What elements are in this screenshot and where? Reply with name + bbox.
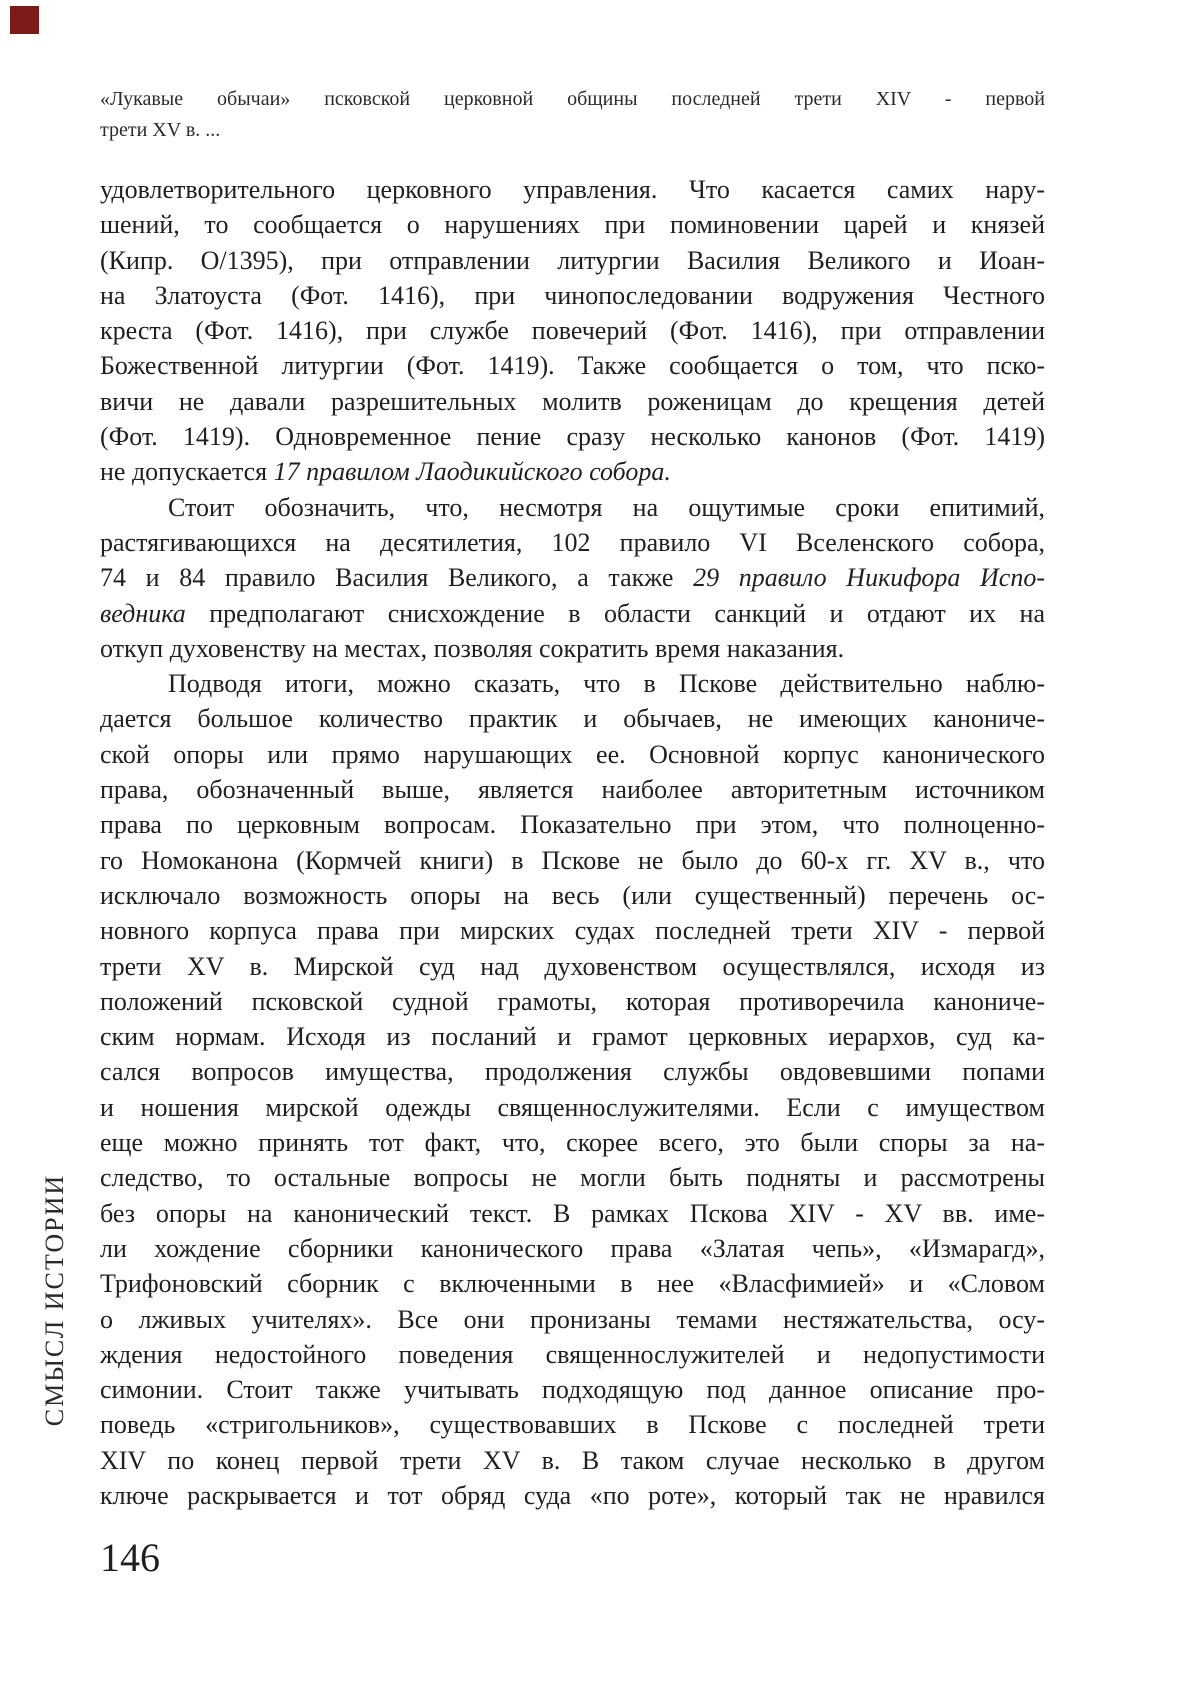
body-text [100, 172, 1045, 1513]
text-line: ключе раскрывается и тот обряд суда «по роте», который так не нравился [100, 1480, 1045, 1510]
text-line: (Кипр. О/1395), при отправлении литургии Василия Великого и Иоан- [100, 245, 1045, 275]
text-line: еще можно принять тот факт, что, скорее всего, это были споры за на- [100, 1128, 1045, 1158]
text-line: Подводя итоги, можно сказать, что в Пскове действительно наблю- [168, 669, 1045, 699]
text-line: Божественной литургии (Фот. 1419). Также сообщается о том, что пско- [100, 351, 1045, 381]
text-line: ским нормам. Исходя из посланий и грамот церковных иерархов, суд ка- [100, 1022, 1045, 1052]
text-line: новного корпуса права при мирских судах последней трети XIV - первой [100, 916, 1045, 946]
text-line [100, 454, 1045, 489]
text-line: откуп духовенству на местах, позволяя сократить время наказания. [100, 633, 845, 663]
text-line: права, обозначенный выше, является наиболее авторитетным источником [100, 775, 1045, 805]
text-line: го Номоканона (Кормчей книги) в Пскове не было до 60-х гг. XV в., что [100, 845, 1045, 875]
text-line: симонии. Стоит также учитывать подходящую под данное описание про- [100, 1375, 1045, 1405]
running-head [100, 84, 1045, 146]
text-line: ждения недостойного поведения священнослужителей и недопустимости [100, 1339, 1045, 1369]
text-line: трети XV в. Мирской суд над духовенством осуществлялся, исходя из [100, 951, 1045, 981]
italic-segment: 17 правилом Лаодикийского собора. [273, 457, 671, 487]
text-line: и ношения мирской одежды священнослужителями. Если с имуществом [100, 1092, 1045, 1122]
text-line: креста (Фот. 1416), при службе повечерий (Фот. 1416), при отправлении [100, 316, 1045, 346]
text-line [100, 596, 1045, 631]
text-line: XIV по конец первой трети XV в. В таком случае несколько в другом [100, 1445, 1045, 1475]
text-line: следство, то остальные вопросы не могли быть подняты и рассмотрены [100, 1163, 1045, 1193]
italic-segment: ведника [100, 598, 186, 628]
text-line: трети XV в. ... [100, 119, 221, 141]
text-line: Трифоновский сборник с включенными в нее «Власфимией» и «Словом [100, 1269, 1045, 1299]
text-line: удовлетворительного церковного управления. Что касается самих нару- [100, 175, 1045, 204]
text-line: дается большое количество практик и обычаев, не имеющих канониче- [100, 704, 1045, 734]
text-line: поведь «стригольников», существовавших в Пскове с последней трети [100, 1410, 1045, 1440]
text-line: Стоит обозначить, что, несмотря на ощутимые сроки епитимий, [168, 492, 1045, 522]
text-line: ской опоры или прямо нарушающих ее. Основной корпус канонического [100, 739, 1045, 769]
text-line: без опоры на канонический текст. В рамках Пскова XIV - XV вв. име- [100, 1198, 1045, 1228]
text-line: шений, то сообщается о нарушениях при поминовении царей и князей [100, 210, 1045, 240]
text-line: вичи не давали разрешительных молитв роженицам до крещения детей [100, 386, 1045, 416]
text-line: о лживых учителях». Все они пронизаны темами нестяжательства, осу- [100, 1304, 1045, 1334]
text-line: (Фот. 1419). Одновременное пение сразу несколько канонов (Фот. 1419) [100, 422, 1045, 452]
text-line: «Лукавые обычаи» псковской церковной общины последней трети XIV - первой [100, 88, 1045, 110]
text-line: положений псковской судной грамоты, которая противоречила канониче- [100, 986, 1045, 1016]
text-line: права по церковным вопросам. Показательно при этом, что полноценно- [100, 810, 1045, 840]
text-line: сался вопросов имущества, продолжения службы овдовевшими попами [100, 1057, 1045, 1087]
text-line: растягивающихся на десятилетия, 102 правило VI Вселенского собора, [100, 527, 1045, 557]
text-line: на Златоуста (Фот. 1416), при чинопоследовании водружения Честного [100, 280, 1045, 310]
text-segment: предполагают снисхождение в области санкций и отдают их на [185, 598, 1045, 628]
text-line: исключало возможность опоры на весь (или существенный) перечень ос- [100, 880, 1045, 910]
text-segment: 74 и 84 правило Василия Великого, а также [100, 563, 694, 593]
sidebar-vertical-text: СМЫСЛ ИСТОРИИ [40, 1173, 69, 1427]
corner-marker [10, 6, 39, 34]
text-segment: не допускается [100, 457, 274, 487]
text-line: ли хождение сборники канонического права «Златая чепь», «Измарагд», [100, 1233, 1045, 1263]
text-line [100, 560, 1045, 595]
italic-segment: 29 правило Никифора Испо- [693, 563, 1045, 593]
page-number: 146 [100, 1535, 160, 1580]
